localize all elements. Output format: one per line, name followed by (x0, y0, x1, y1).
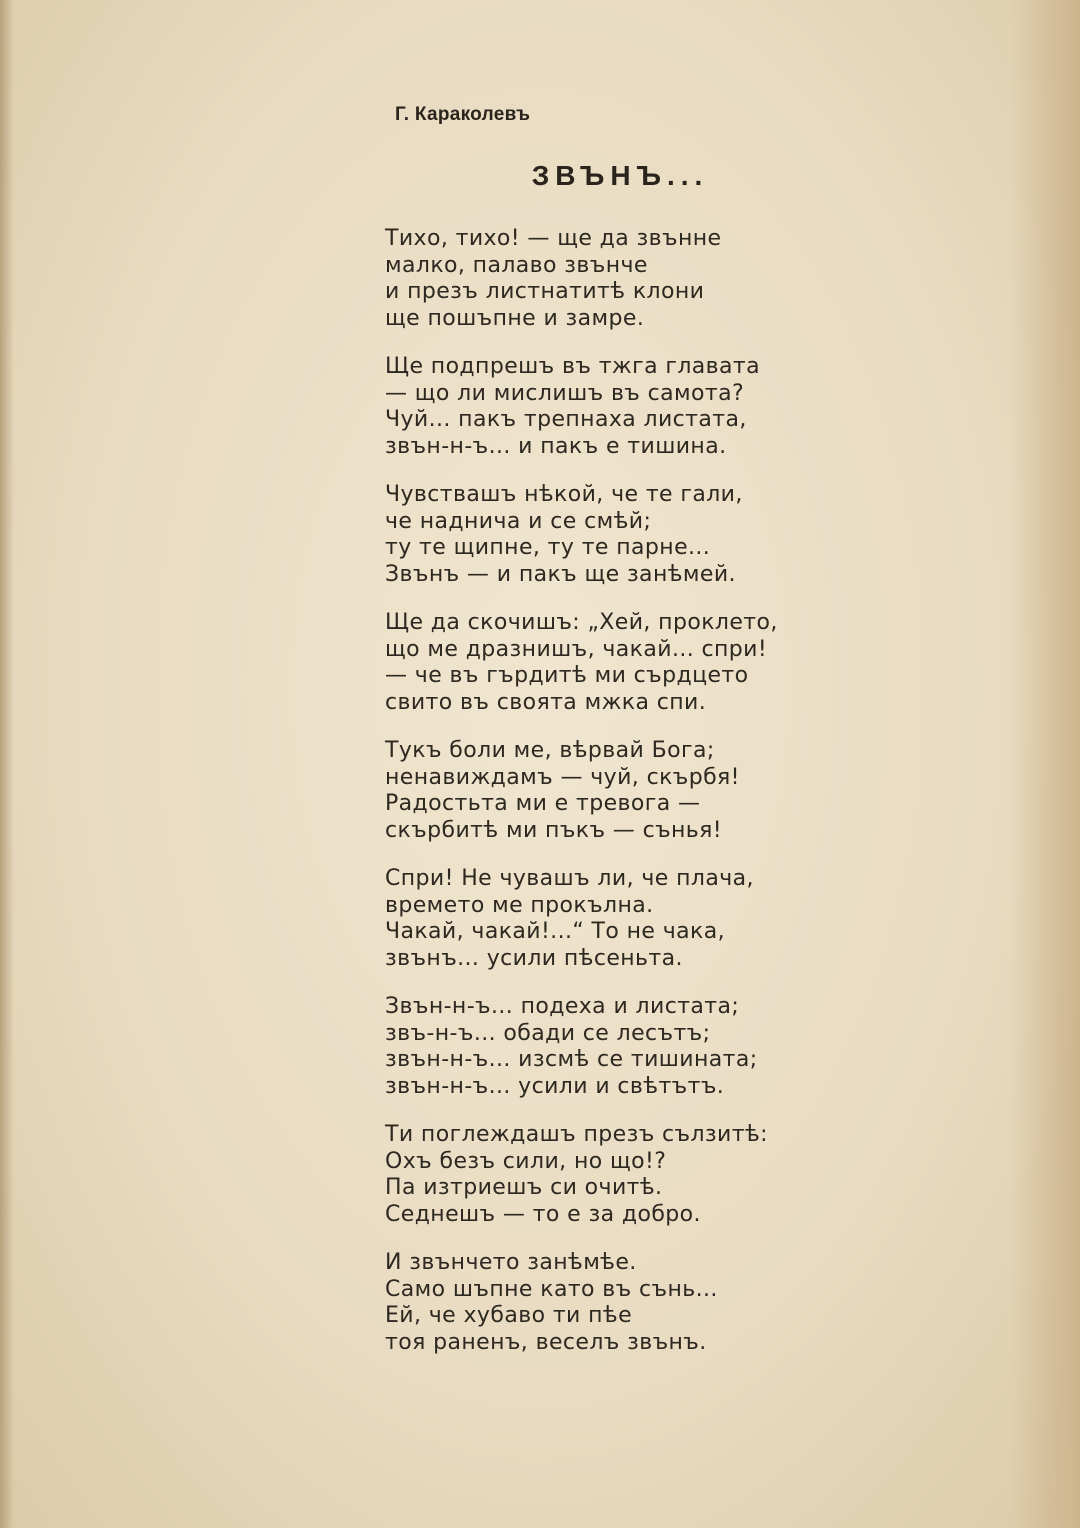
poem-line: И звънчето занѣмѣе. (385, 1250, 637, 1275)
poem-line: Звън-н-ъ... подеха и листата; (385, 994, 740, 1019)
stanza-9 (385, 1250, 855, 1356)
poem-line: Ей, че хубаво ти пѣе (385, 1303, 633, 1328)
poem-line: че надничa и се смѣй; (385, 508, 652, 534)
poem-line: звъ-н-ъ... обади се лесътъ; (385, 1020, 711, 1046)
poem-line: тоя раненъ, веселъ звънъ. (385, 1329, 707, 1355)
stanza-8 (385, 1122, 855, 1228)
stanza-3 (385, 482, 855, 588)
poem-line: — че въ гърдитѣ ми сърдцето (385, 663, 749, 688)
poem-line: Охъ безъ сили, но що!? (385, 1148, 667, 1174)
poem-line: Чакай, чакай!...“ То не чака, (385, 919, 725, 944)
poem-line: Спри! Не чувашъ ли, че плача, (385, 866, 754, 891)
poem-line: — що ли мислишъ въ самота? (385, 380, 745, 406)
poem-line: ще пошъпне и замре. (385, 305, 645, 331)
poem-line: и презъ листнатитѣ клони (385, 279, 705, 304)
poem-line: Ти поглеждашъ презъ сълзитѣ: (385, 1122, 768, 1147)
stanza-1 (385, 226, 855, 332)
poem-line: Радостьта ми е тревога — (385, 791, 701, 816)
stanza-7 (385, 994, 855, 1100)
poem-title: ЗВЪНЪ... (531, 160, 709, 191)
poem-line: свито въ своята мжка спи. (385, 689, 707, 715)
poem-line: Ще подпрешъ въ тжга главата (385, 354, 761, 379)
poem-line: Па изтриешъ си очитѣ. (385, 1175, 663, 1200)
stanza-5 (385, 738, 855, 844)
poem-line: Звънъ — и пакъ ще занѣмей. (385, 561, 736, 587)
stanza-4 (385, 610, 855, 716)
page-edge-right (1010, 0, 1080, 1528)
poem-line: звънъ... усили пѣсеньта. (385, 945, 683, 971)
poem-line: ненавиждамъ — чуй, скърбя! (385, 764, 740, 790)
poem-line: времето ме прокълна. (385, 892, 654, 918)
stanza-6 (385, 866, 855, 972)
poem-line: Тихо, тихо! — ще да звънне (385, 226, 722, 251)
page-edge-left (0, 0, 14, 1528)
poem-line: малко, палаво звънче (385, 252, 648, 278)
poem-line: звън-н-ъ... усили и свѣтътъ. (385, 1073, 725, 1099)
poem-line: ту те щипне, ту те парне... (385, 535, 711, 560)
poem-line: звън-н-ъ... изсмѣ се тишината; (385, 1047, 758, 1072)
poem-line: Чуй... пакъ трепнаха листата, (385, 407, 747, 432)
poem-line: скърбитѣ ми пъкъ — сънья! (385, 817, 723, 843)
poem-line: Ще да скочишъ: „Хей, проклето, (385, 610, 778, 635)
poem-line: що ме дразнишъ, чакай... спри! (385, 636, 768, 662)
poem-body (385, 226, 855, 1378)
poem-line: Чувствашъ нѣкой, че те гали, (385, 482, 743, 507)
poem-line: звън-н-ъ... и пакъ е тишина. (385, 433, 727, 459)
poem-line: Само шъпне като въ сънь... (385, 1276, 718, 1302)
stanza-2 (385, 354, 855, 460)
poem-line: Тукъ боли ме, вѣрвай Бога; (385, 738, 715, 763)
poem-line: Седнешъ — то е за добро. (385, 1201, 701, 1227)
author-name: Г. Караколевъ (395, 104, 531, 125)
